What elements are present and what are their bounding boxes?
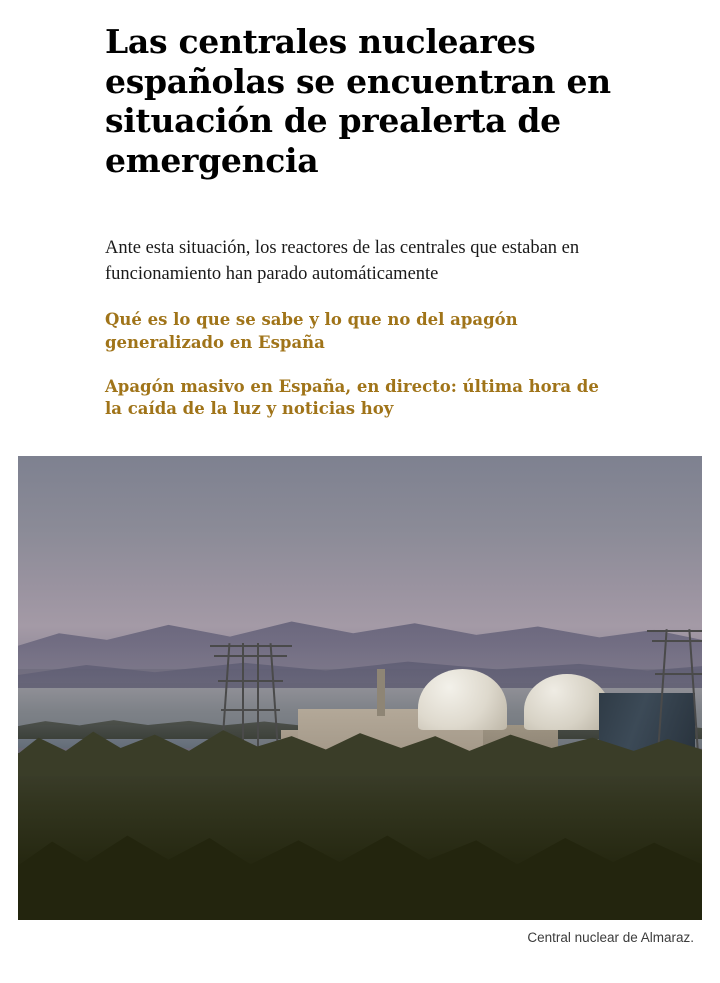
plant-chimney bbox=[377, 669, 385, 715]
article-figure bbox=[18, 456, 702, 945]
article-standfirst: Ante esta situación, los reactores de las centrales que estaban en funcionamiento han parado automáticamente bbox=[105, 238, 580, 285]
nuclear-plant-photo bbox=[18, 456, 702, 920]
page-title: Las centrales nucleares españolas se encuentran en situación de prealerta de emergencia bbox=[105, 22, 611, 180]
related-links-list bbox=[0, 309, 720, 421]
figure-caption: Central nuclear de Almaraz. bbox=[527, 930, 694, 945]
power-pylon-right bbox=[647, 614, 702, 762]
related-link-1[interactable]: Qué es lo que se sabe y lo que no del apagón generalizado en España bbox=[105, 310, 518, 352]
related-link-2[interactable]: Apagón masivo en España, en directo: última hora de la caída de la luz y noticias hoy bbox=[105, 376, 599, 419]
